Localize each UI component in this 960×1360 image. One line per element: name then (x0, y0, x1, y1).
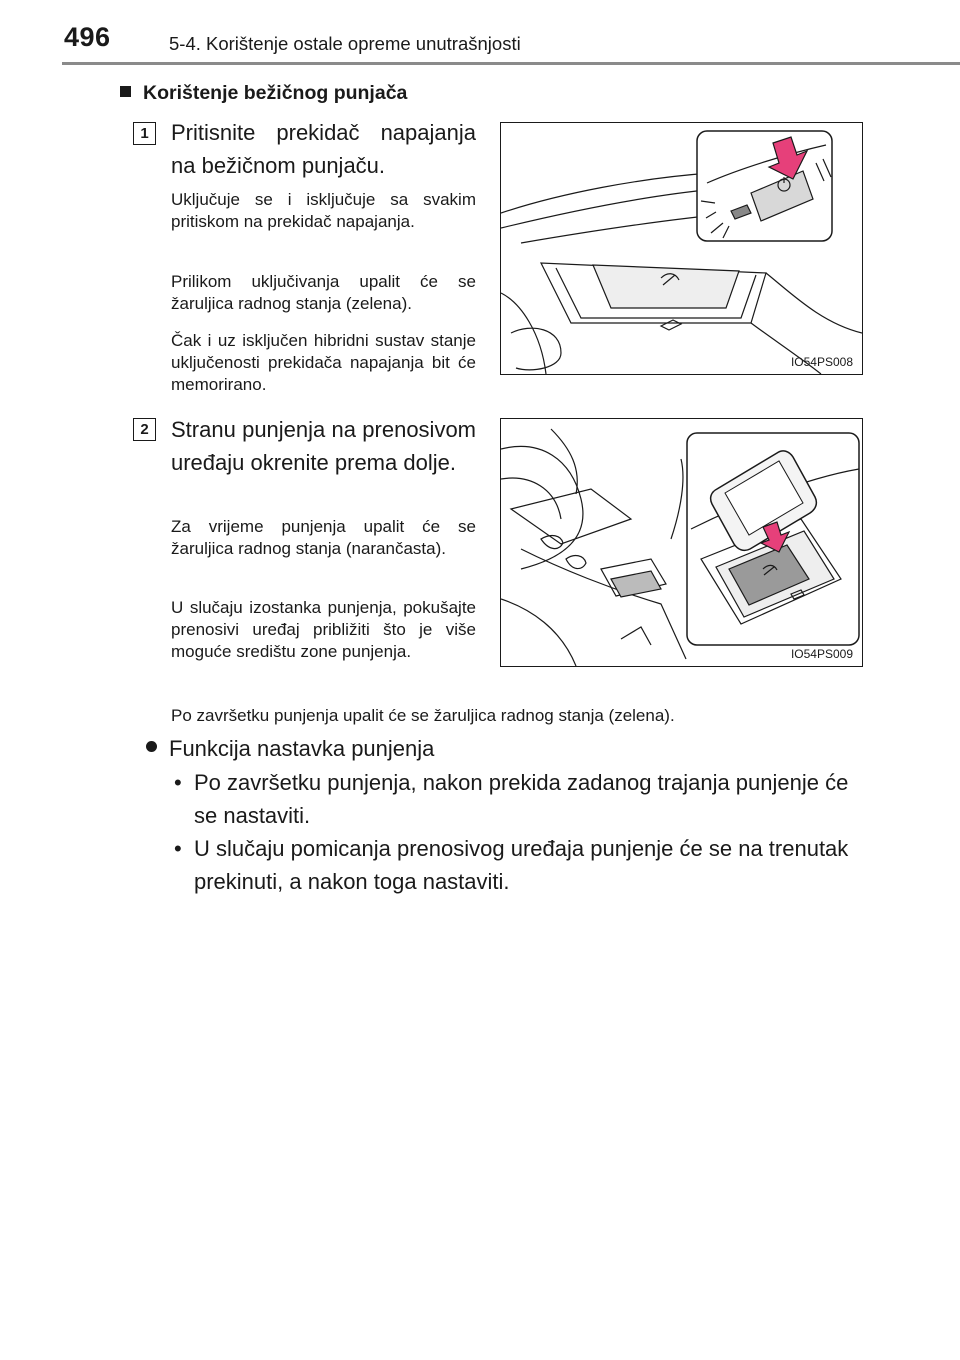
feature-list (172, 766, 862, 898)
page-number: 496 (64, 22, 111, 52)
small-bullet-icon: • (174, 770, 182, 795)
feature-item-2: U slučaju pomicanja prenosivog uređaja punjenje će se na trenutak prekinuti, a nakon toga nastaviti. (194, 836, 849, 894)
section-title: 5-4. Korištenje ostale opreme unutrašnjosti (169, 33, 521, 54)
page-header (0, 0, 960, 66)
step-2-note-1: Za vrijeme punjenja upalit će se žaruljica radnog stanja (narančasta). (171, 517, 476, 558)
subheading (120, 82, 407, 105)
step-1-note-3: Čak i uz isključen hibridni sustav stanje uključenosti prekidača napajanja bit će memorirano. (171, 331, 476, 394)
feature-heading (146, 734, 434, 764)
step-1-number: 1 (133, 122, 156, 145)
figure-2-code: IO54PS009 (790, 647, 853, 661)
step-2-title: Stranu punjenja na prenosivom uređaju okrenite prema dolje. (171, 417, 476, 475)
step-2-note-2: U slučaju izostanka punjenja, pokušajte prenosivi uređaj približiti što je više moguće središtu zone punjenja. (171, 598, 476, 661)
after-charging-note: Po završetku punjenja upalit će se žaruljica radnog stanja (zelena). (171, 706, 675, 725)
header-divider (62, 62, 960, 65)
round-bullet-icon (146, 741, 157, 752)
figure-power-switch (500, 122, 863, 375)
list-item (172, 766, 862, 832)
list-item (172, 832, 862, 898)
step-2-number: 2 (133, 418, 156, 441)
step-1-note-1: Uključuje se i isključuje sa svakim pritiskom na prekidač napajanja. (171, 190, 476, 231)
phone-on-charger-illustration (501, 419, 862, 666)
figure-1-code: IO54PS008 (790, 355, 853, 369)
step-1-note-2: Prilikom uključivanja upalit će se žaruljica radnog stanja (zelena). (171, 272, 476, 313)
step-1-title: Pritisnite prekidač napajanja na bežičnom punjaču. (171, 120, 476, 178)
feature-item-1: Po završetku punjenja, nakon prekida zadanog trajanja punjenje će se nastaviti. (194, 770, 849, 828)
square-bullet-icon (120, 86, 131, 97)
small-bullet-icon: • (174, 836, 182, 861)
wireless-charger-switch-illustration (501, 123, 862, 374)
figure-device-placement (500, 418, 863, 667)
subheading-text: Korištenje bežičnog punjača (143, 82, 408, 104)
feature-title: Funkcija nastavka punjenja (169, 736, 435, 761)
